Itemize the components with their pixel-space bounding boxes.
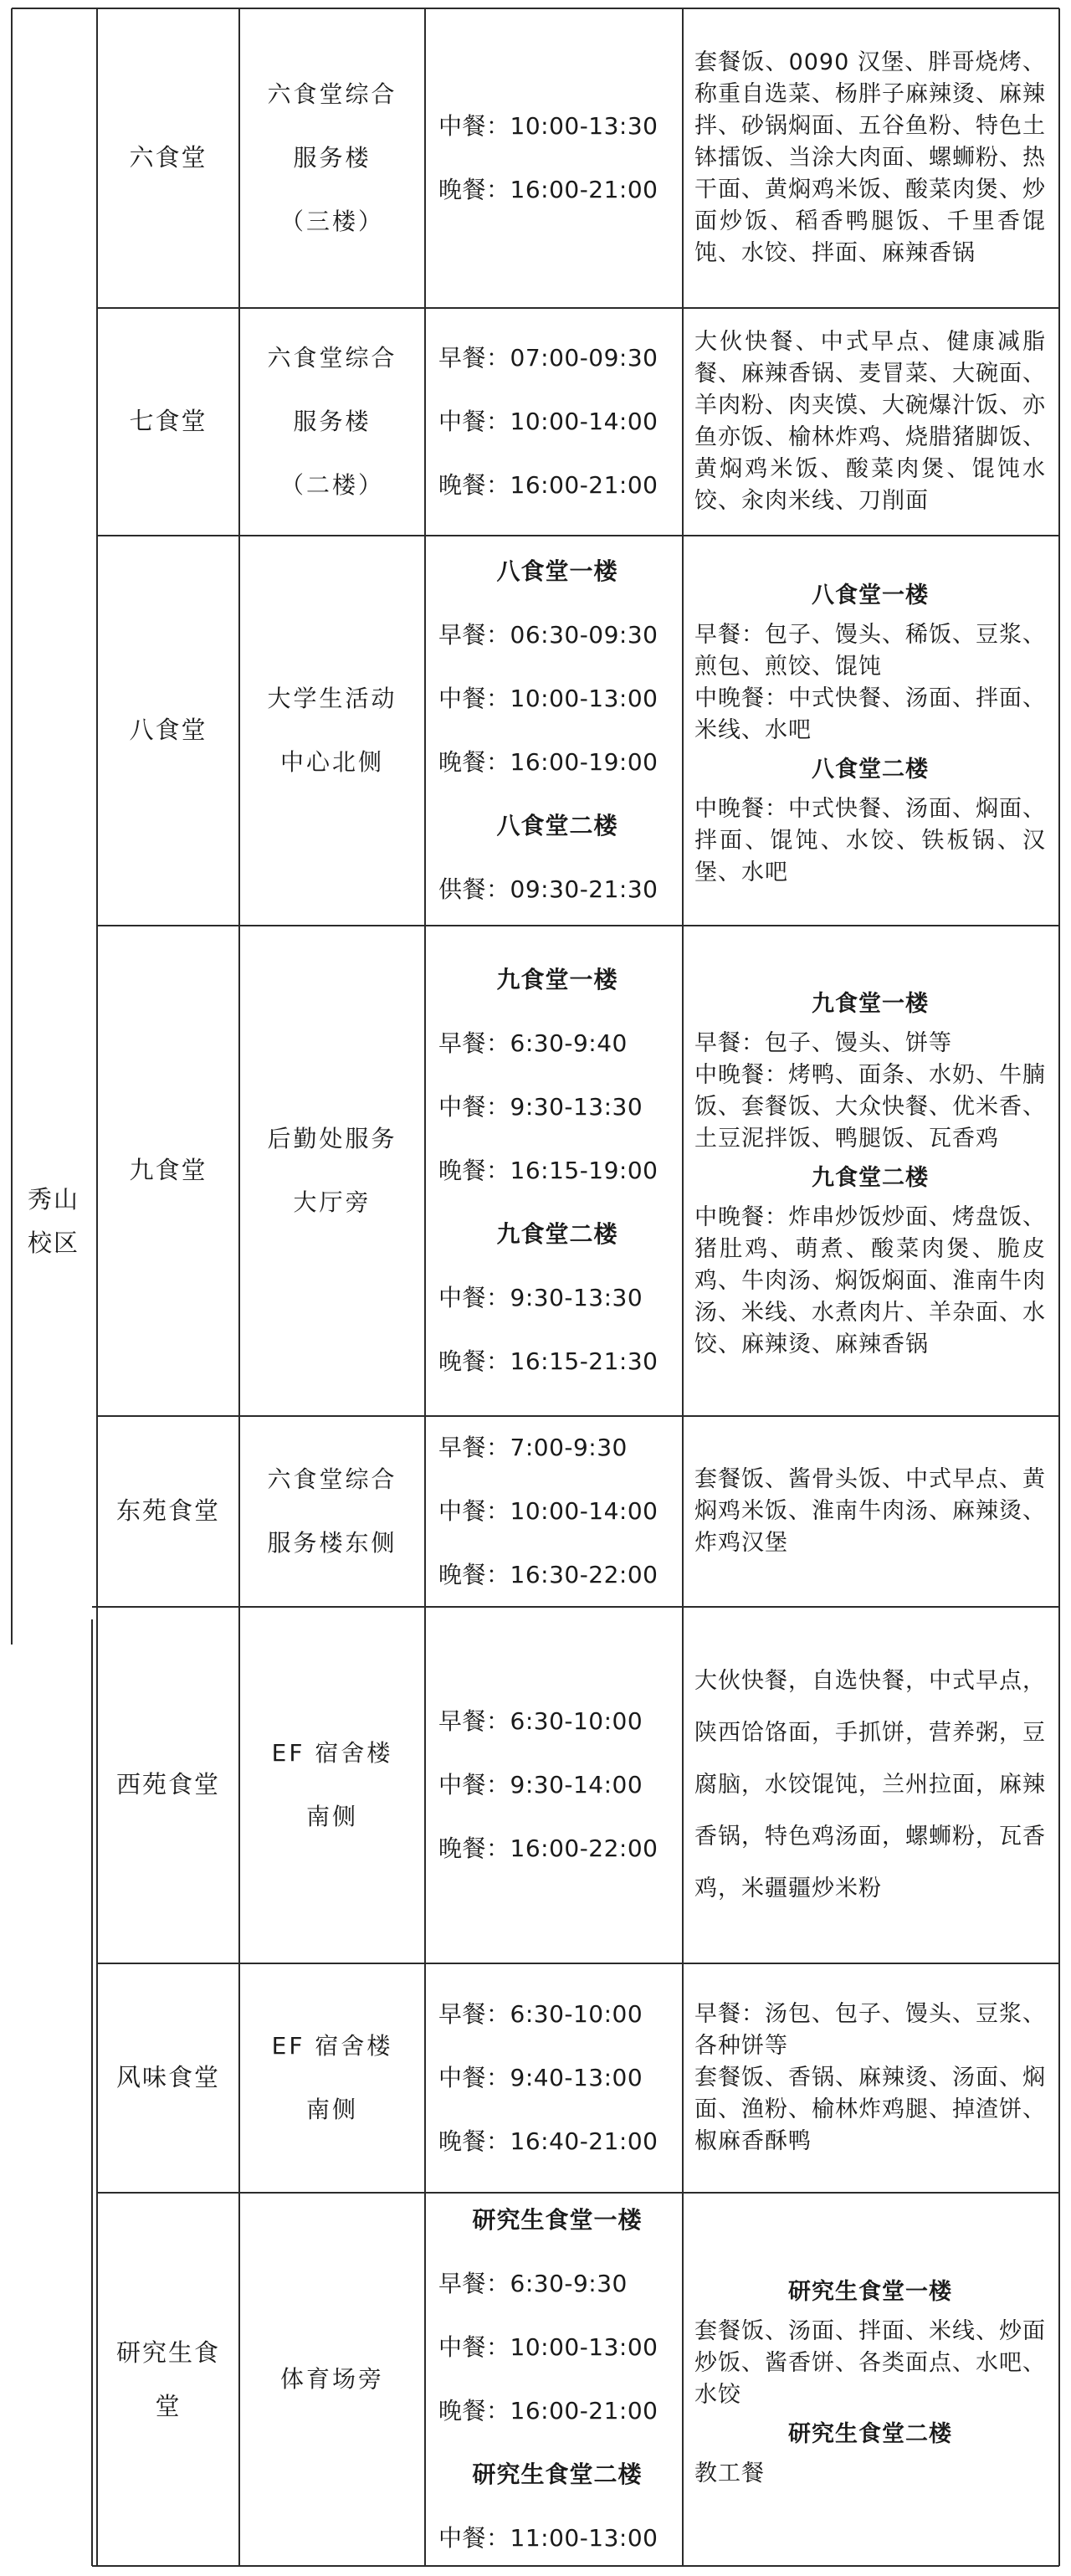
hours-cell: [427, 1609, 681, 1962]
location-cell: [241, 310, 423, 534]
meal-hours: 早餐：6:30-10:00: [438, 1707, 643, 1735]
row-divider: [97, 925, 1059, 926]
location-line: 六食堂综合: [267, 344, 397, 372]
canteen-name-cell: [99, 2194, 238, 2564]
table-border-bottom: [92, 2565, 1059, 2567]
menu-items: 早餐：包子、馒头、饼等: [694, 1030, 952, 1056]
hours-floor-heading: 研究生食堂二楼: [472, 2461, 643, 2488]
meal-hours: 晚餐：16:00-21:00: [438, 471, 658, 499]
location-line: 六食堂综合: [267, 1465, 397, 1493]
meal-hours: 晚餐：16:00-22:00: [438, 1835, 658, 1862]
meal-hours: 中餐：10:00-14:00: [438, 408, 658, 435]
menu-items: 早餐：包子、馒头、稀饭、豆浆、煎包、煎饺、馄饨: [694, 622, 1046, 680]
canteen-name-cell: [99, 1609, 238, 1962]
location-line: 南侧: [305, 1803, 358, 1830]
hours-cell: [427, 927, 681, 1414]
menu-column-border: [682, 8, 684, 2566]
menu-cell: [684, 1609, 1058, 1962]
row-divider: [97, 2192, 1059, 2194]
meal-hours: 晚餐：16:00-21:00: [438, 2397, 658, 2425]
row-divider: [97, 1963, 1059, 1964]
menu-items: 中晚餐：中式快餐、汤面、拌面、米线、水吧: [694, 685, 1046, 743]
canteen-name-cell: [99, 1965, 238, 2191]
location-line: 服务楼: [293, 144, 372, 172]
meal-hours: 晚餐：16:00-19:00: [438, 748, 658, 776]
meal-hours: 中餐：10:00-14:00: [438, 1497, 658, 1525]
location-line: 服务楼: [293, 408, 372, 435]
canteen-name-cell: [99, 310, 238, 534]
menu-cell: [684, 537, 1058, 924]
meal-hours: 早餐：6:30-9:40: [438, 1029, 628, 1057]
campus-name-line-2: 校区: [27, 1229, 79, 1257]
location-line: 后勤处服务: [267, 1125, 397, 1152]
canteen-name-cell: [99, 927, 238, 1414]
table-border-top: [12, 8, 1059, 9]
meal-hours: 早餐：07:00-09:30: [438, 344, 658, 372]
location-line: 体育场旁: [279, 2365, 384, 2393]
hours-cell: [427, 1965, 681, 2191]
menu-floor-heading: 八食堂一楼: [812, 582, 929, 608]
meal-hours: 中餐：10:00-13:30: [438, 112, 658, 140]
location-line: EF 宿舍楼: [271, 1739, 393, 1767]
meal-hours: 中餐：9:40-13:00: [438, 2064, 643, 2091]
meal-hours: 早餐：6:30-9:30: [438, 2270, 628, 2297]
menu-cell: [684, 10, 1058, 306]
location-line: 大厅旁: [293, 1188, 372, 1216]
location-line: 中心北侧: [279, 748, 384, 776]
hours-cell: [427, 310, 681, 534]
canteen-name: 八食堂: [129, 716, 208, 745]
menu-floor-heading: 九食堂二楼: [812, 1165, 929, 1191]
menu-items: 套餐饭、汤面、拌面、米线、炒面炒饭、酱香饼、各类面点、水吧、水饺: [694, 2318, 1046, 2408]
menu-items: 中晚餐：中式快餐、汤面、焖面、拌面、馄饨、水饺、铁板锅、汉堡、水吧: [694, 796, 1046, 885]
menu-floor-heading: 研究生食堂二楼: [788, 2421, 952, 2447]
menu-cell: [684, 310, 1058, 534]
menu-items: 中晚餐：烤鸭、面条、水奶、牛腩饭、套餐饭、大众快餐、优米香、土豆泥拌饭、鸭腿饭、瓦香鸡: [694, 1062, 1046, 1152]
meal-hours: 早餐：7:00-9:30: [438, 1434, 628, 1461]
canteen-name: 六食堂: [129, 143, 208, 172]
location-column-border: [238, 8, 240, 2566]
meal-hours: 中餐：9:30-14:00: [438, 1771, 643, 1799]
meal-hours: 早餐：6:30-10:00: [438, 2000, 643, 2028]
meal-hours: 晚餐：16:15-21:30: [438, 1347, 658, 1375]
canteen-name-cell: [99, 10, 238, 306]
meal-hours: 中餐：10:00-13:00: [438, 685, 658, 712]
location-line: 南侧: [305, 2096, 358, 2123]
campus-cell: [12, 1150, 95, 1292]
canteen-name: 东苑食堂: [115, 1496, 220, 1526]
location-cell: [241, 537, 423, 924]
meal-hours: 中餐：9:30-13:30: [438, 1284, 643, 1311]
menu-items: 套餐饭、0090 汉堡、胖哥烧烤、称重自选菜、杨胖子麻辣烫、麻辣拌、砂锅焖面、五谷鱼粉、特色土钵擂饭、当涂大肉面、螺蛳粉、热干面、黄焖鸡米饭、酸菜肉煲、炒面炒饭、稻香鸭腿饭、千里香馄饨、水饺、拌面、麻辣香锅: [694, 49, 1046, 266]
name-column-border: [96, 8, 98, 2566]
meal-hours: 供餐：09:30-21:30: [438, 875, 658, 903]
menu-items: 中晚餐：炸串炒饭炒面、烤盘饭、猪肚鸡、萌煮、酸菜肉煲、脆皮鸡、牛肉汤、焖饭焖面、淮南牛肉汤、米线、水煮肉片、羊杂面、水饺、麻辣烫、麻辣香锅: [694, 1204, 1046, 1357]
hours-floor-heading: 八食堂一楼: [496, 557, 618, 585]
location-line: （三楼）: [279, 208, 384, 235]
menu-cell: [684, 927, 1058, 1414]
hours-floor-heading: 八食堂二楼: [496, 812, 618, 839]
canteen-name: 西苑食堂: [115, 1770, 220, 1799]
menu-items: 大伙快餐，自选快餐，中式早点，陕西饸饹面，手抓饼，营养粥，豆腐脑，水饺馄饨，兰州拉面，麻辣香锅，特色鸡汤面，螺蛳粉，瓦香鸡，米疆疆炒米粉: [694, 1668, 1046, 1901]
location-line: 服务楼东侧: [267, 1529, 397, 1557]
meal-hours: 晚餐：16:00-21:00: [438, 176, 658, 203]
row-divider: [92, 1606, 1059, 1608]
canteen-name: 七食堂: [129, 407, 208, 436]
menu-items: 大伙快餐、中式早点、健康减脂餐、麻辣香锅、麦冒菜、大碗面、羊肉粉、肉夹馍、大碗爆汁饭、亦鱼亦饭、榆林炸鸡、烧腊猪脚饭、黄焖鸡米饭、酸菜肉煲、馄饨水饺、汆肉米线、刀削面: [694, 329, 1046, 514]
location-cell: [241, 2194, 423, 2564]
meal-hours: 中餐：9:30-13:30: [438, 1093, 643, 1121]
location-line: EF 宿舍楼: [271, 2032, 393, 2060]
hours-cell: [427, 2194, 681, 2564]
menu-cell: [684, 1418, 1058, 1605]
hours-cell: [427, 10, 681, 306]
campus-column-left-border: [11, 8, 13, 1645]
location-cell: [241, 10, 423, 306]
meal-hours: 中餐：11:00-13:00: [438, 2524, 658, 2552]
menu-cell: [684, 2194, 1058, 2564]
menu-items: 早餐：汤包、包子、馒头、豆浆、各种饼等: [694, 2001, 1046, 2059]
menu-floor-heading: 九食堂一楼: [812, 991, 929, 1017]
canteen-name-cell: [99, 1418, 238, 1605]
hours-cell: [427, 1418, 681, 1605]
location-cell: [241, 1609, 423, 1962]
menu-items: 教工餐: [694, 2461, 765, 2486]
location-cell: [241, 1418, 423, 1605]
meal-hours: 晚餐：16:40-21:00: [438, 2127, 658, 2155]
hours-column-border: [424, 8, 426, 2566]
canteen-name: 风味食堂: [115, 2063, 220, 2092]
canteen-name: 九食堂: [129, 1156, 208, 1185]
meal-hours: 中餐：10:00-13:00: [438, 2333, 658, 2361]
menu-items: 套餐饭、酱骨头饭、中式早点、黄焖鸡米饭、淮南牛肉汤、麻辣烫、炸鸡汉堡: [694, 1466, 1046, 1556]
hours-floor-heading: 九食堂二楼: [496, 1220, 618, 1248]
campus-name-line-1: 秀山: [27, 1185, 79, 1214]
hours-floor-heading: 研究生食堂一楼: [472, 2206, 643, 2234]
menu-floor-heading: 研究生食堂一楼: [788, 2279, 952, 2305]
campus-column-right-border: [91, 1619, 93, 2566]
canteen-name-cell: [99, 537, 238, 924]
meal-hours: 晚餐：16:15-19:00: [438, 1157, 658, 1184]
table-border-right: [1058, 8, 1060, 2566]
row-divider: [97, 1415, 1059, 1417]
location-line: 六食堂综合: [267, 80, 397, 108]
menu-floor-heading: 八食堂二楼: [812, 757, 929, 783]
meal-hours: 早餐：06:30-09:30: [438, 621, 658, 649]
location-cell: [241, 1965, 423, 2191]
menu-cell: [684, 1965, 1058, 2191]
hours-floor-heading: 九食堂一楼: [496, 966, 618, 993]
location-line: 大学生活动: [267, 685, 397, 712]
meal-hours: 晚餐：16:30-22:00: [438, 1561, 658, 1588]
menu-items: 套餐饭、香锅、麻辣烫、汤面、焖面、渔粉、榆林炸鸡腿、掉渣饼、椒麻香酥鸭: [694, 2065, 1046, 2154]
hours-cell: [427, 537, 681, 924]
location-line: （二楼）: [279, 471, 384, 499]
location-cell: [241, 927, 423, 1414]
row-divider: [97, 535, 1059, 536]
row-divider: [97, 307, 1059, 309]
canteen-name: 研究生食堂: [115, 2338, 220, 2420]
